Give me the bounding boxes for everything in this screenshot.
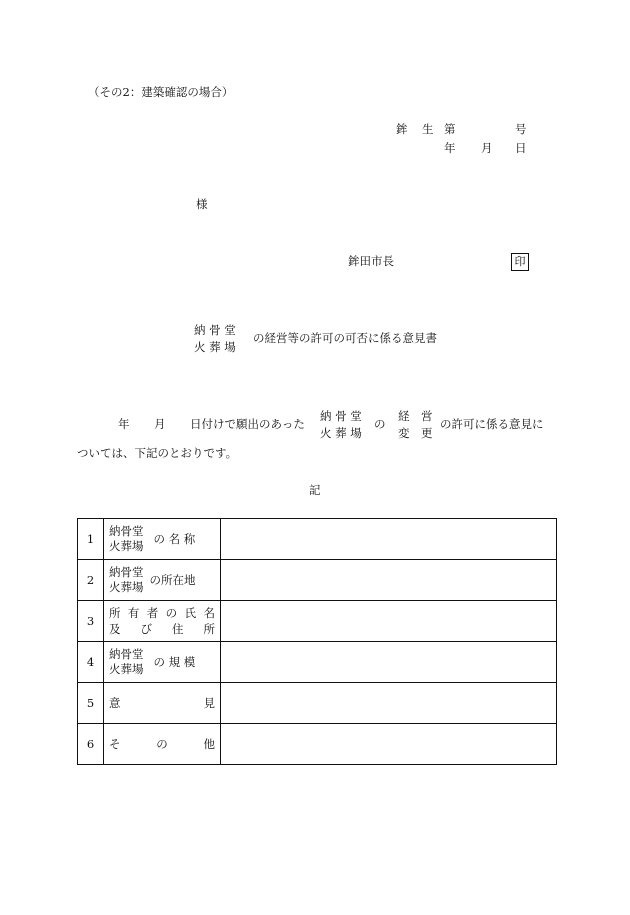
document-subtitle: （その2：建築確認の場合）: [88, 85, 234, 99]
table-row: [78, 724, 557, 765]
table-row: [78, 519, 557, 560]
body-month: 月: [154, 417, 166, 431]
body-facility-options: [320, 408, 362, 442]
table-row: [78, 642, 557, 683]
value-cell[interactable]: [221, 642, 557, 683]
value-cell[interactable]: [221, 519, 557, 560]
body-date-phrase: 日付けで願出のあった: [190, 417, 305, 431]
label-char: 所: [203, 622, 215, 636]
label-char: 意: [109, 696, 121, 710]
label-option-ossuary: 納骨堂: [109, 647, 144, 661]
label-option-crematorium: 火葬場: [109, 580, 144, 594]
row-label: [104, 642, 221, 683]
table-row: [78, 560, 557, 601]
reference-prefix-1: 鉾: [396, 122, 408, 136]
addressee-honorific: 様: [196, 197, 208, 211]
label-char: 住: [172, 622, 184, 636]
label-char: そ: [109, 737, 121, 751]
row-label: [104, 683, 221, 724]
label-char: 他: [203, 737, 215, 751]
label-suffix: の所在地: [149, 573, 196, 587]
row-number: 2: [78, 560, 104, 601]
label-char: 者: [146, 606, 159, 620]
label-option-ossuary: 納骨堂: [109, 565, 144, 579]
title-facility-options: [194, 322, 236, 356]
label-char: の: [165, 606, 178, 620]
label-char: の: [156, 737, 168, 751]
details-table: [77, 518, 557, 765]
title-option-crematorium: 火 葬 場: [194, 340, 236, 354]
body-option-crematorium: 火 葬 場: [320, 426, 362, 440]
document-title: の経営等の許可の可否に係る意見書: [253, 331, 437, 345]
label-suffix: の 名 称: [153, 532, 196, 546]
row-label: [104, 601, 221, 642]
date-day: 日: [515, 141, 527, 155]
row-label: [104, 724, 221, 765]
date-month: 月: [481, 141, 493, 155]
sender-name: 鉾田市長: [348, 254, 394, 268]
ki-heading: 記: [309, 483, 321, 497]
label-char: 名: [203, 606, 215, 620]
reference-prefix-3: 第: [444, 122, 456, 136]
body-option-ossuary: 納 骨 堂: [320, 409, 362, 423]
row-label: [104, 560, 221, 601]
body-tail: の許可に係る意見に: [440, 417, 544, 431]
row-number: 4: [78, 642, 104, 683]
seal-mark: 印: [511, 253, 529, 271]
body-action-options: [398, 408, 433, 442]
value-cell[interactable]: [221, 683, 557, 724]
label-char: び: [140, 622, 152, 636]
body-option-change: 変 更: [398, 426, 433, 440]
body-line-2: ついては、下記のとおりです。: [77, 446, 238, 460]
reference-number-suffix: 号: [515, 122, 527, 136]
date-year: 年: [444, 141, 456, 155]
row-label: [104, 519, 221, 560]
label-char: 所: [109, 606, 121, 620]
title-option-ossuary: 納 骨 堂: [194, 323, 236, 337]
label-char: 有: [127, 606, 140, 620]
row-number: 1: [78, 519, 104, 560]
value-cell[interactable]: [221, 724, 557, 765]
body-year: 年: [118, 417, 130, 431]
label-option-ossuary: 納骨堂: [109, 524, 144, 538]
value-cell[interactable]: [221, 601, 557, 642]
table-row: [78, 601, 557, 642]
label-option-crematorium: 火葬場: [109, 539, 144, 553]
label-char: 見: [203, 696, 215, 710]
reference-prefix-2: 生: [422, 122, 434, 136]
label-suffix: の 規 模: [153, 655, 196, 669]
label-char: 及: [109, 622, 121, 636]
label-option-crematorium: 火葬場: [109, 662, 144, 676]
body-option-operate: 経 営: [398, 409, 433, 423]
table-row: [78, 683, 557, 724]
row-number: 5: [78, 683, 104, 724]
body-particle: の: [374, 417, 386, 431]
row-number: 3: [78, 601, 104, 642]
row-number: 6: [78, 724, 104, 765]
label-char: 氏: [184, 606, 197, 620]
value-cell[interactable]: [221, 560, 557, 601]
